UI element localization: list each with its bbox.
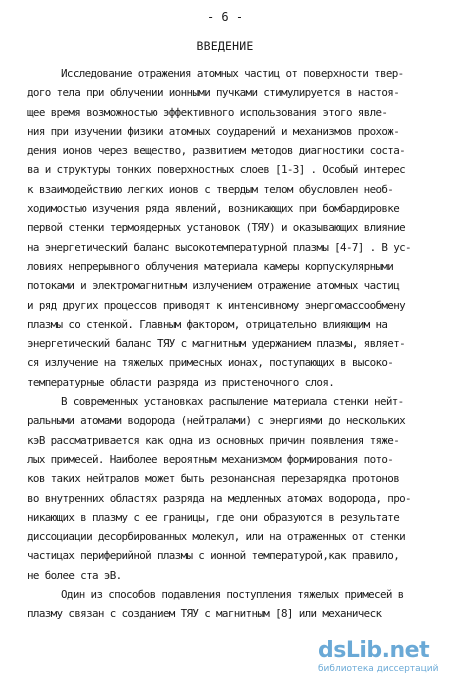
text-line: плазмы со стенкой. Главным фактором, отрицательно влияющим на (27, 317, 388, 331)
text-line: на энергетический баланс высокотемпературной плазмы [4-7] . В ус- (27, 240, 411, 254)
text-line: не более ста эВ. (27, 568, 122, 582)
text-line: кэВ рассматривается как одна из основных причин появления тяже- (27, 433, 400, 447)
text-line: частицах периферийной плазмы с ионной температурой,как правило, (27, 549, 400, 563)
body-text (27, 64, 431, 624)
text-line: энергетический баланс ТЯУ с магнитным удержанием плазмы, являет- (27, 337, 406, 351)
text-line: ков таких нейтралов может быть резонансная перезарядка протонов (27, 472, 400, 486)
text-line: диссоциации десорбированных молекул, или на отраженных от стенки (27, 530, 406, 544)
watermark-subtitle: библиотека диссертаций (318, 664, 439, 674)
text-line: потоками и электромагнитным излучением отражение атомных частиц (27, 279, 400, 293)
text-line: дения ионов через вещество, развитием методов диагностики соста- (27, 144, 406, 158)
text-line: ловиях непрерывного облучения материала камеры корпускулярными (27, 259, 394, 273)
watermark-logo: dsLib.net (318, 638, 430, 663)
text-line: плазму связан с созданием ТЯУ с магнитным [8] или механическ (27, 607, 382, 621)
text-line: ральными атомами водорода (нейтралами) с энергиями до нескольких (27, 414, 406, 428)
text-line: лых примесей. Наиболее вероятным механизмом формирования пото- (27, 452, 394, 466)
text-line: щее время возможностью эффективного использования этого явле- (27, 105, 388, 119)
section-heading: ВВЕДЕНИЕ (196, 39, 254, 53)
text-line: первой стенки термоядерных установок (ТЯУ) и оказывающих влияние (27, 221, 406, 235)
text-line: ва и структуры тонких поверхностных слоев [1-3] . Особый интерес (27, 163, 406, 177)
text-line: никающих в плазму с ее границы, где они образуются в результате (27, 510, 400, 524)
text-line: Один из способов подавления поступления тяжелых примесей в (61, 588, 404, 602)
text-line: температурные области разряда из пристеночного слоя. (27, 375, 335, 389)
text-line: В современных установках распыление материала стенки нейт- (61, 395, 404, 409)
watermark (318, 638, 439, 678)
page-number: - 6 - (206, 10, 244, 24)
text-line: ходимостью изучения ряда явлений, возникающих при бомбардировке (27, 202, 400, 216)
text-line: ния при изучении физики атомных соударений и механизмов прохож- (27, 124, 400, 138)
text-line: к взаимодействию легких ионов с твердым телом обусловлен необ- (27, 182, 394, 196)
text-line: и ряд других процессов приводят к интенсивному энергомассообмену (27, 298, 406, 312)
text-line: дого тела при облучении ионными пучками стимулируется в настоя- (27, 86, 400, 100)
text-line: ся излучение на тяжелых примесных ионах, поступающих в высоко- (27, 356, 394, 370)
text-line: во внутренних областях разряда на медленных атомах водорода, про- (27, 491, 411, 505)
text-line: Исследование отражения атомных частиц от поверхности твер- (61, 67, 404, 80)
